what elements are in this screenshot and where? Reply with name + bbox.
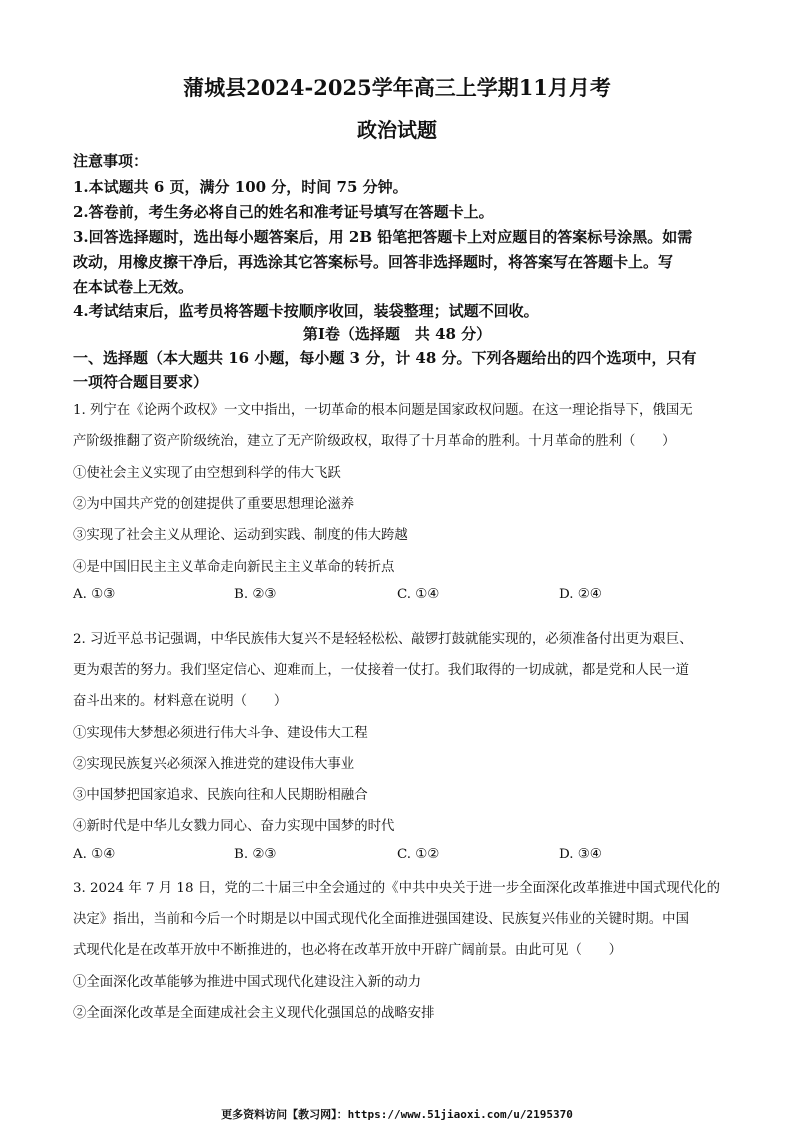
question-2-stem: 2. 习近平总书记强调，中华民族伟大复兴不是轻轻松松、敲锣打鼓就能实现的，必须准备付出更为艰巨、 <box>73 632 693 647</box>
question-1-item: ④是中国旧民主主义革命走向新民主主义革命的转折点 <box>73 560 395 575</box>
section-instruction: 一项符合题目要求） <box>73 373 209 391</box>
section-title: 第Ⅰ卷（选择题 共 48 分） <box>302 325 492 343</box>
notes-line: 4.考试结束后，监考员将答题卡按顺序收回，装袋整理；试题不回收。 <box>73 302 539 320</box>
option-c: C. ①② <box>397 847 440 862</box>
question-1-item: ③实现了社会主义从理论、运动到实践、制度的伟大跨越 <box>73 528 408 543</box>
notes-line: 1.本试题共 6 页，满分 100 分，时间 75 分钟。 <box>73 178 408 196</box>
question-3-stem: 式现代化是在改革开放中不断推进的，也必将在改革开放中开辟广阔前景。由此可见（ ） <box>73 943 623 958</box>
option-c: C. ①④ <box>397 587 440 602</box>
question-1-item: ①使社会主义实现了由空想到科学的伟大飞跃 <box>73 466 341 481</box>
section-instruction: 一、选择题（本大题共 16 小题，每小题 3 分，计 48 分。下列各题给出的四个选项中，只有 <box>73 349 697 367</box>
option-a: A. ①④ <box>73 847 116 862</box>
question-2-stem: 奋斗出来的。材料意在说明（ ） <box>73 694 288 709</box>
question-3-stem: 3. 2024 年 7 月 18 日，党的二十届三中全会通过的《中共中央关于进一步全面深化改革推进中国式现代化的 <box>73 881 720 896</box>
footer-link[interactable]: 更多资料访问【教习网】：https://www.51jiaoxi.com/u/2195370 <box>221 1108 573 1121</box>
notes-line: 2.答卷前，考生务必将自己的姓名和准考证号填写在答题卡上。 <box>73 203 494 221</box>
exam-subtitle: 政治试题 <box>357 118 437 142</box>
option-b: B. ②③ <box>234 847 277 862</box>
exam-title: 蒲城县2024-2025学年高三上学期11月月考 <box>183 75 611 100</box>
question-2-item: ③中国梦把国家追求、民族向往和人民期盼相融合 <box>73 788 368 803</box>
option-d: D. ②④ <box>559 587 602 602</box>
question-3-item: ②全面深化改革是全面建成社会主义现代化强国总的战略安排 <box>73 1006 435 1021</box>
question-3-item: ①全面深化改革能够为推进中国式现代化建设注入新的动力 <box>73 975 422 990</box>
question-1-stem: 产阶级推翻了资产阶级统治，建立了无产阶级政权，取得了十月革命的胜利。十月革命的胜利（ ） <box>73 434 676 449</box>
question-1-item: ②为中国共产党的创建提供了重要思想理论滋养 <box>73 497 355 512</box>
question-1-stem: 1. 列宁在《论两个政权》一文中指出，一切革命的根本问题是国家政权问题。在这一理论指导下，俄国无 <box>73 403 693 418</box>
notes-line: 改动，用橡皮擦干净后，再选涂其它答案标号。回答非选择题时，将答案写在答题卡上。写 <box>73 253 674 271</box>
question-2-item: ①实现伟大梦想必须进行伟大斗争、建设伟大工程 <box>73 726 368 741</box>
option-d: D. ③④ <box>559 847 602 862</box>
question-2-item: ④新时代是中华儿女戮力同心、奋力实现中国梦的时代 <box>73 819 395 834</box>
question-2-item: ②实现民族复兴必须深入推进党的建设伟大事业 <box>73 757 355 772</box>
option-b: B. ②③ <box>234 587 277 602</box>
question-2-stem: 更为艰苦的努力。我们坚定信心、迎难而上，一仗接着一仗打。我们取得的一切成就，都是党和人民一道 <box>73 663 689 678</box>
notes-line: 在本试卷上无效。 <box>73 278 194 296</box>
question-3-stem: 决定》指出，当前和今后一个时期是以中国式现代化全面推进强国建设、民族复兴伟业的关键时期。中国 <box>73 912 689 927</box>
notes-line: 3.回答选择题时，选出每小题答案后，用 2B 铅笔把答题卡上对应题目的答案标号涂黑。如需 <box>73 228 693 246</box>
notes-heading: 注意事项： <box>73 152 149 170</box>
option-a: A. ①③ <box>73 587 116 602</box>
